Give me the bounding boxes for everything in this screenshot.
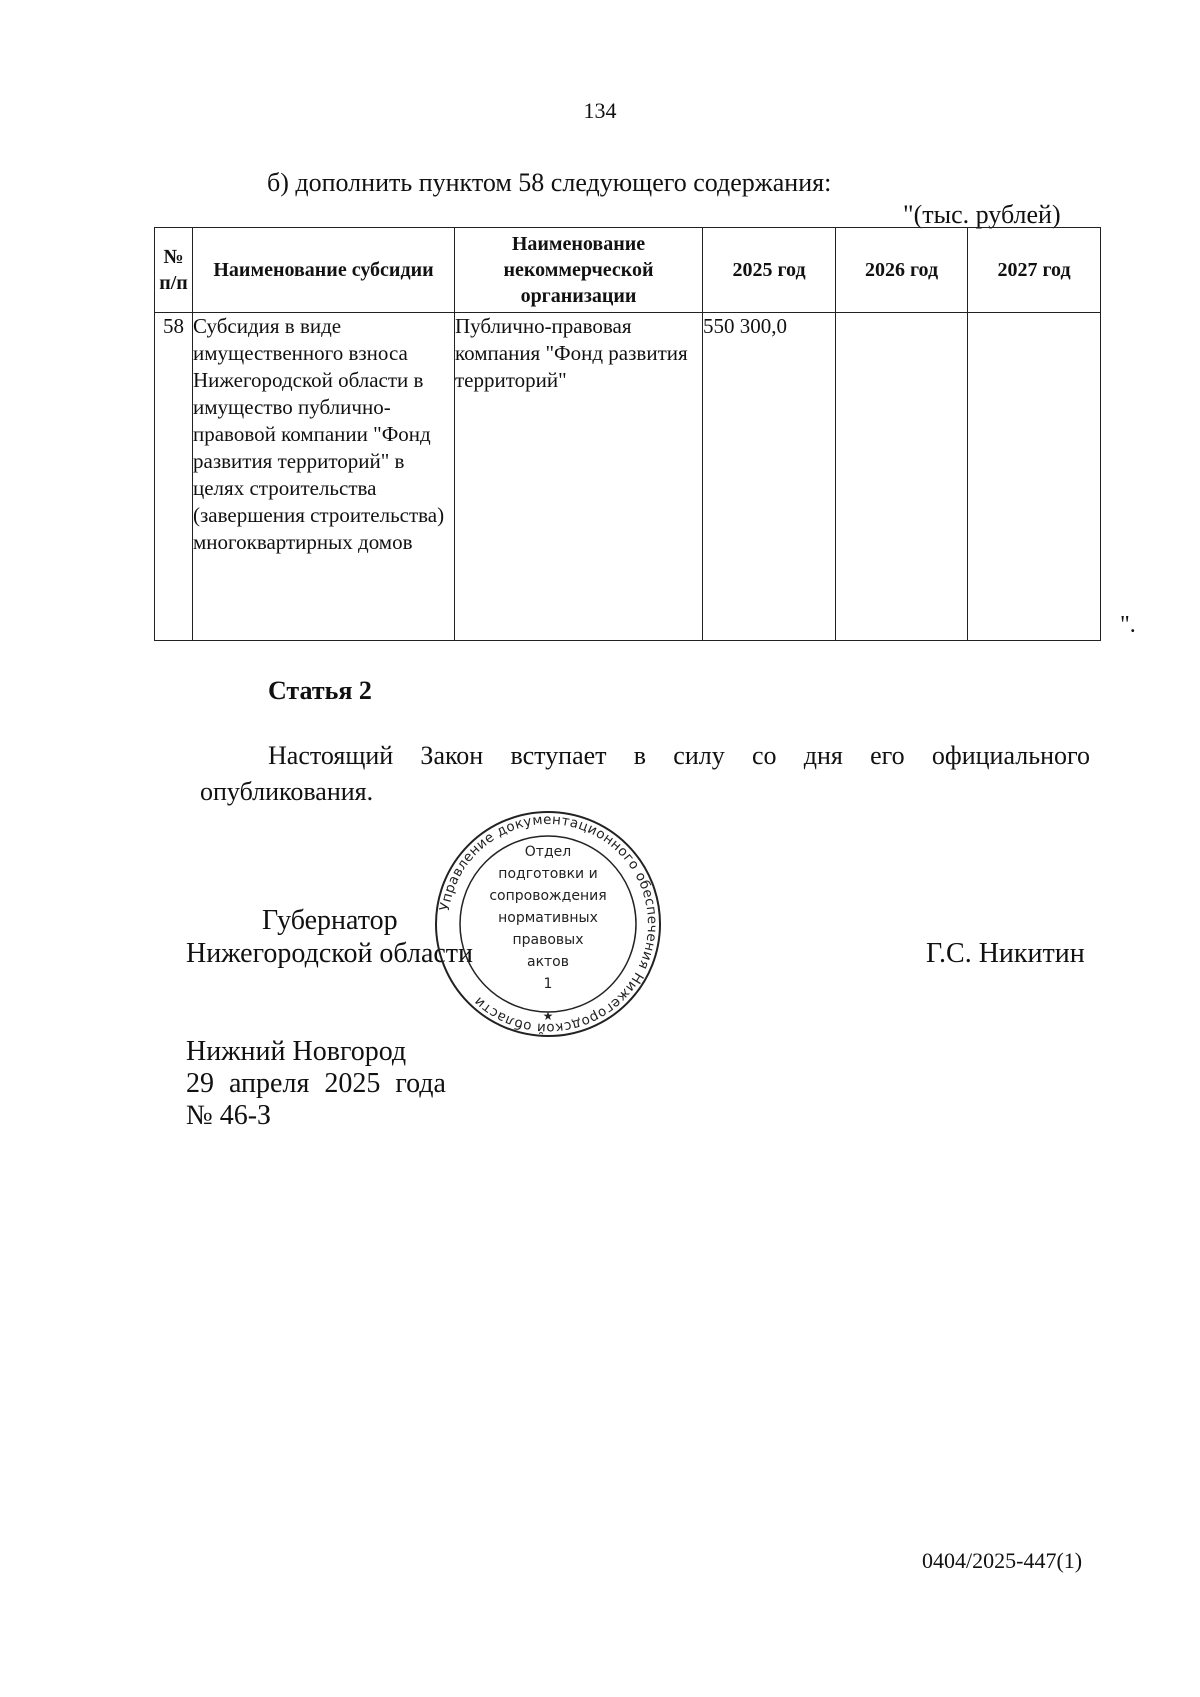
signing-place: Нижний Новгород bbox=[186, 1036, 407, 1067]
header-organization: Наименование некоммерческой организации bbox=[455, 228, 703, 313]
units-label: "(тыс. рублей) bbox=[903, 200, 1061, 229]
cell-2026 bbox=[836, 313, 968, 641]
seal-outer-text: Управление документационного обеспечения Нижегородской области bbox=[436, 811, 661, 1037]
table-row bbox=[155, 313, 1101, 641]
table-header-row bbox=[155, 228, 1101, 313]
cell-subsidy-name: Субсидия в виде имущественного взноса Нижегородской области в имущество публично-правовой компании "Фонд развития территорий" в целях строительства (завершения строительства) многоквартирных домов bbox=[193, 313, 455, 641]
header-2027: 2027 год bbox=[968, 228, 1101, 313]
seal-line-3: сопровождения bbox=[489, 888, 607, 904]
seal-line-2: подготовки и bbox=[498, 866, 598, 882]
closing-quote: ". bbox=[1120, 612, 1136, 638]
seal-line-1: Отдел bbox=[524, 844, 572, 860]
header-2025: 2025 год bbox=[703, 228, 836, 313]
seal-line-5: правовых bbox=[512, 932, 584, 948]
article-title: Статья 2 bbox=[268, 676, 372, 705]
official-seal bbox=[432, 808, 664, 1040]
cell-2027 bbox=[968, 313, 1101, 641]
cell-organization: Публично-правовая компания "Фонд развития территорий" bbox=[455, 313, 703, 641]
page-number: 134 bbox=[583, 98, 617, 123]
seal-line-6: актов bbox=[526, 954, 570, 970]
seal-line-4: нормативных bbox=[498, 910, 598, 926]
cell-2025 bbox=[703, 313, 836, 641]
header-2026: 2026 год bbox=[836, 228, 968, 313]
header-subsidy-name: Наименование субсидии bbox=[193, 228, 455, 313]
signatory-name: Г.С. Никитин bbox=[926, 938, 1085, 969]
seal-star-icon: ★ bbox=[542, 1009, 554, 1023]
seal-line-7: 1 bbox=[543, 976, 553, 992]
header-num: № п/п bbox=[155, 228, 193, 313]
signatory-region: Нижегородской области bbox=[186, 938, 474, 969]
law-number: № 46-З bbox=[186, 1100, 272, 1131]
cell-num: 58 bbox=[155, 313, 193, 641]
signatory-title: Губернатор bbox=[262, 905, 398, 936]
signing-date: 29 апреля 2025 года bbox=[186, 1068, 446, 1099]
article-text: Настоящий Закон вступает в силу со дня его официального опубликования. bbox=[200, 741, 1090, 806]
amendment-intro: б) дополнить пунктом 58 следующего содержания: bbox=[267, 168, 832, 197]
subsidy-table bbox=[154, 227, 1101, 641]
cell-2025-value: 550 300,0 bbox=[703, 314, 787, 338]
document-code: 0404/2025-447(1) bbox=[922, 1548, 1083, 1573]
